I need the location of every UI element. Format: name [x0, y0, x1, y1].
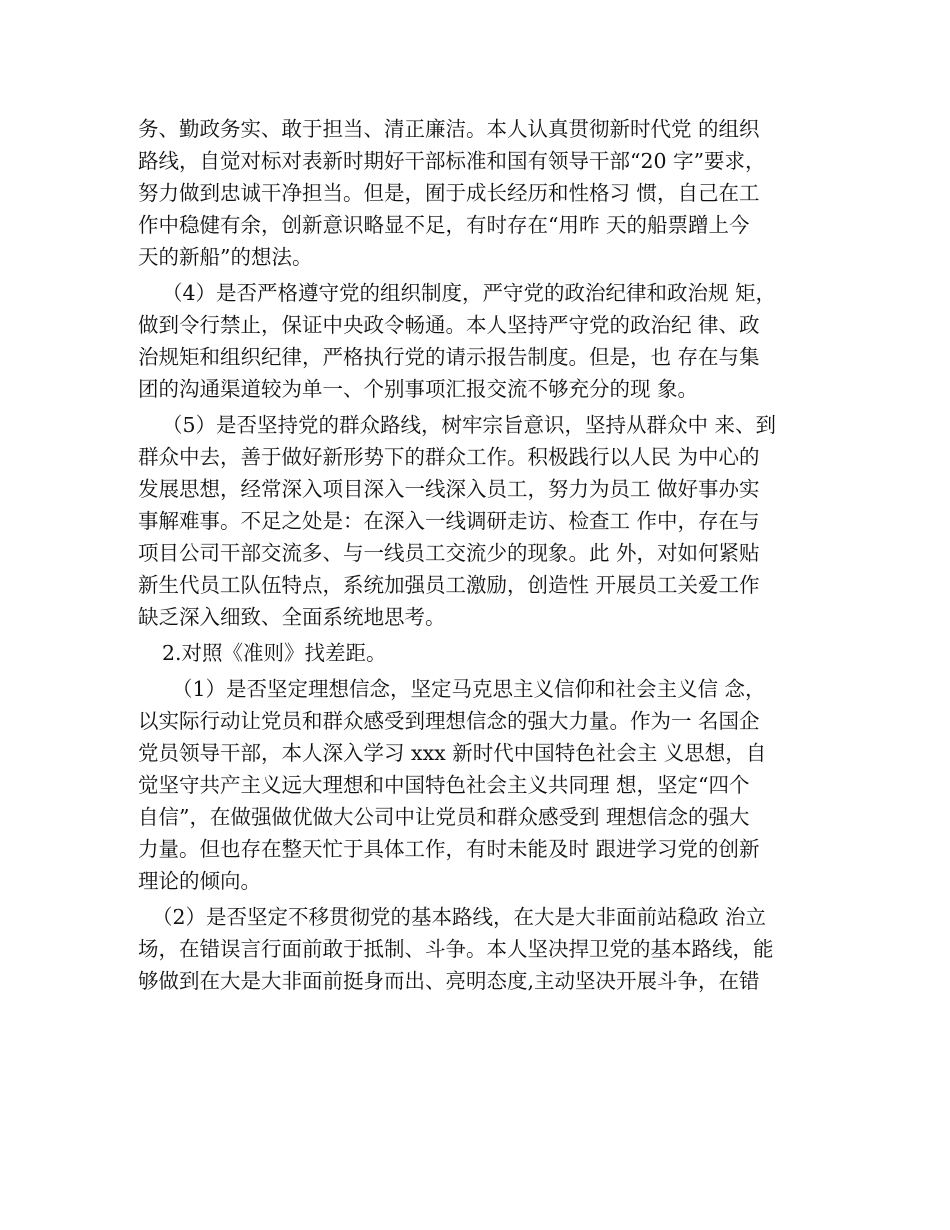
paragraph-item-1 [138, 673, 828, 897]
paragraph-item-4 [138, 277, 828, 405]
text-line: 做到令行禁止，保证中央政令畅通。本人坚持严守党的政治纪 律、政 [138, 313, 760, 337]
text-line: 天的新船”的想法。 [138, 245, 313, 269]
text-line: 努力做到忠诚干净担当。但是，囿于成长经历和性格习 惯，自己在工 [138, 181, 760, 205]
section-heading-2 [138, 637, 828, 669]
text-line: （4）是否严格遵守党的组织制度，严守党的政治纪律和政治规 矩， [162, 281, 777, 305]
text-line: 2.对照《准则》找差距。 [162, 641, 387, 665]
text-line: 场，在错误言行面前敢于抵制、斗争。本人坚决捍卫党的基本路线，能 [138, 937, 774, 961]
text-line: 以实际行动让党员和群众感受到理想信念的强大力量。作为一 名国企 [138, 709, 760, 733]
text-line: 觉坚守共产主义远大理想和中国特色社会主义共同理 想，坚定“四个 [138, 773, 750, 797]
document-body [138, 113, 828, 1001]
text-line: 务、勤政务实、敢于担当、清正廉洁。本人认真贯彻新时代党 的组织 [138, 117, 760, 141]
text-line: 理论的倾向。 [138, 869, 261, 893]
text-line: （2）是否坚定不移贯彻党的基本路线，在大是大非面前站稳政 治立 [152, 905, 767, 929]
text-line: 团的沟通渠道较为单一、个别事项汇报交流不够充分的现 象。 [138, 377, 699, 401]
text-line: 群众中去，善于做好新形势下的群众工作。积极践行以人民 为中心的 [138, 445, 760, 469]
text-line: 够做到在大是大非面前挺身而出、亮明态度,主动坚决开展斗争，在错 [138, 969, 760, 993]
text-line: 作中稳健有余，创新意识略显不足，有时存在“用昨 天的船票蹭上今 [138, 213, 750, 237]
text-line: 党员领导干部，本人深入学习 xxx 新时代中国特色社会主 义思想，自 [138, 741, 767, 765]
text-line: 路线，自觉对标对表新时期好干部标准和国有领导干部“20 字”要求， [138, 149, 766, 173]
text-line: （5）是否坚持党的群众路线，树牢宗旨意识，坚持从群众中 来、到 [162, 413, 777, 437]
text-line: 缺乏深入细致、全面系统地思考。 [138, 605, 446, 629]
text-line: 项目公司干部交流多、与一线员工交流少的现象。此 外，对如何紧贴 [138, 541, 760, 565]
paragraph-item-2 [138, 901, 828, 997]
text-line: 治规矩和组织纪律，严格执行党的请示报告制度。但是，也 存在与集 [138, 345, 760, 369]
text-line: 力量。但也存在整天忙于具体工作，有时未能及时 跟进学习党的创新 [138, 837, 760, 861]
text-line: 发展思想，经常深入项目深入一线深入员工，努力为员工 做好事办实 [138, 477, 760, 501]
text-line: （1）是否坚定理想信念，坚定马克思主义信仰和社会主义信 念， [172, 677, 766, 701]
text-line: 新生代员工队伍特点，系统加强员工激励，创造性 开展员工关爱工作 [138, 573, 760, 597]
paragraph-continuation [138, 113, 828, 273]
text-line: 事解难事。不足之处是：在深入一线调研走访、检查工 作中，存在与 [138, 509, 760, 533]
text-line: 自信”，在做强做优做大公司中让党员和群众感受到 理想信念的强大 [138, 805, 750, 829]
paragraph-item-5 [138, 409, 828, 633]
